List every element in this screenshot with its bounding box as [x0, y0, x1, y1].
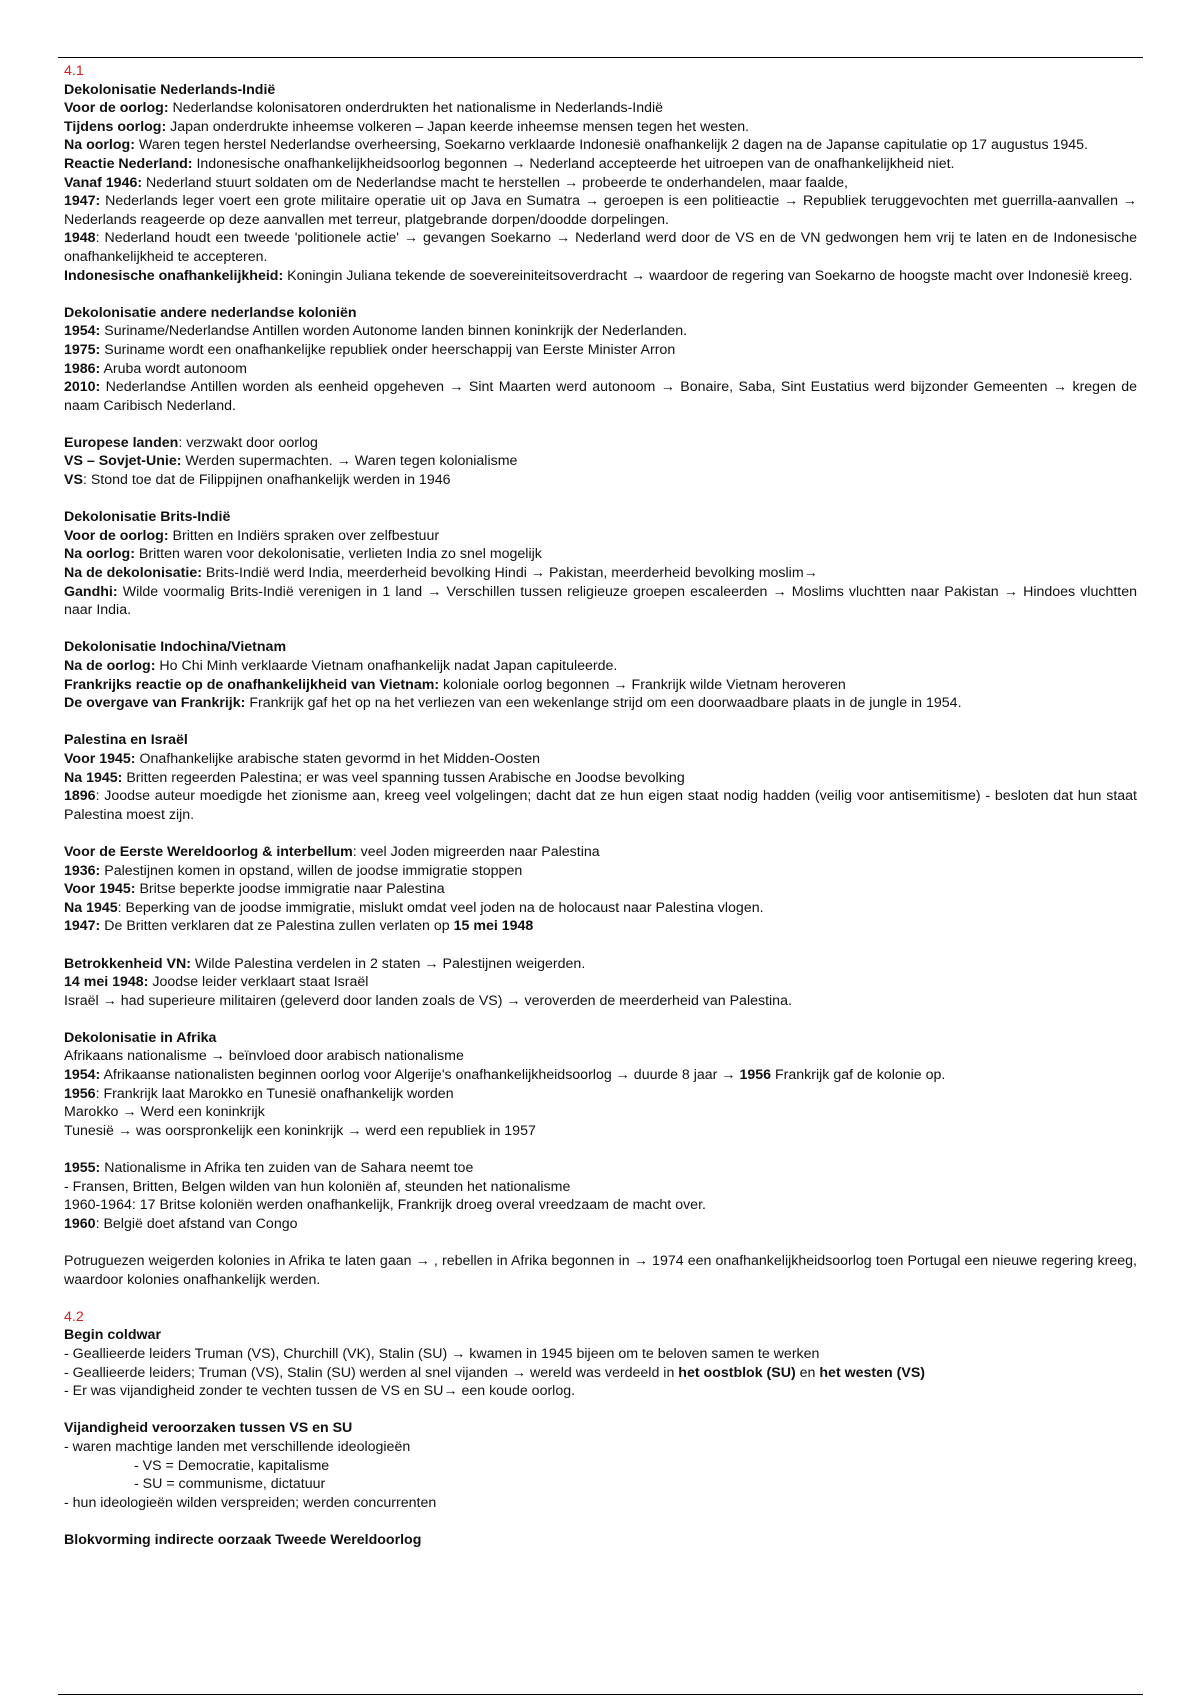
- block-migratie: [64, 843, 1137, 936]
- entry: Voor 1945: Onafhankelijke arabische staten gevormd in het Midden-Oosten: [64, 750, 541, 767]
- entry: 1936: Palestijnen komen in opstand, willen de joodse immigratie stoppen: [64, 862, 523, 879]
- heading-indochina-vietnam: Dekolonisatie Indochina/Vietnam: [64, 639, 287, 656]
- entry: Na 1945: Britten regeerden Palestina; er was veel spanning tussen Arabische en Joodse bevolking: [64, 769, 685, 786]
- block-nederlands-indie: [64, 99, 1137, 285]
- entry: 1975: Suriname wordt een onafhankelijke republiek onder heerschappij van Eerste Minister Arron: [64, 341, 676, 358]
- entry: Indonesische onafhankelijkheid: Koningin Juliana tekende de soevereiniteitsoverdracht → waardoor de regering van Soekarno de hoogste macht over Indonesië kreeg.: [64, 267, 1133, 284]
- entry: Reactie Nederland: Indonesische onafhankelijkheidsoorlog begonnen → Nederland accepteerde het uitroepen van de onafhankelijkheid niet.: [64, 155, 955, 172]
- top-rule: [58, 57, 1143, 58]
- entry: Tijdens oorlog: Japan onderdrukte inheemse volkeren – Japan keerde inheemse mensen tegen het westen.: [64, 118, 750, 135]
- entry: 2010: Nederlandse Antillen worden als eenheid opgeheven → Sint Maarten werd autonoom → Bonaire, Saba, Sint Eustatius werd bijzonder Gemeenten → kregen de naam Caribisch Nederland.: [64, 379, 1137, 414]
- section-number-4-2: 4.2: [64, 1308, 84, 1325]
- entry: 1960: België doet afstand van Congo: [64, 1215, 298, 1232]
- heading-brits-indie: Dekolonisatie Brits-Indië: [64, 509, 231, 526]
- entry: 1948: Nederland houdt een tweede 'politionele actie' → gevangen Soekarno → Nederland werd door de VS en de VN gedwongen hem vrij te laten en de Indonesische onafhankelijkheid te accepteren.: [64, 230, 1137, 265]
- entry: De overgave van Frankrijk: Frankrijk gaf het op na het verliezen van een wekenlange strijd om een doorwaadbare plaats in de jungle in 1954.: [64, 695, 962, 712]
- heading-blokvorming: Blokvorming indirecte oorzaak Tweede Wereldoorlog: [64, 1531, 422, 1548]
- block-andere-kolonien: [64, 322, 1137, 415]
- entry: Tunesië → was oorspronkelijk een koninkrijk → werd een republiek in 1957: [64, 1122, 536, 1139]
- heading-andere-kolonien: Dekolonisatie andere nederlandse koloniën: [64, 304, 357, 321]
- entry: Na de dekolonisatie: Brits-Indië werd India, meerderheid bevolking Hindi → Pakistan, meerderheid bevolking moslim→: [64, 565, 818, 582]
- entry: Na oorlog: Waren tegen herstel Nederlandse overheersing, Soekarno verklaarde Indonesië onafhankelijk 2 dagen na de Japanse capitulatie op 17 augustus 1945.: [64, 137, 1088, 154]
- heading-dekolonisatie-nederlands-indie: Dekolonisatie Nederlands-Indië: [64, 81, 276, 98]
- entry: 14 mei 1948: Joodse leider verklaart staat Israël: [64, 974, 369, 991]
- entry: VS: Stond toe dat de Filippijnen onafhankelijk werden in 1946: [64, 472, 451, 489]
- block-afrika: [64, 1047, 1137, 1140]
- entry: 1947: De Britten verklaren dat ze Palestina zullen verlaten op 15 mei 1948: [64, 918, 534, 935]
- entry: - Er was vijandigheid zonder te vechten tussen de VS en SU→ een koude oorlog.: [64, 1383, 576, 1400]
- entry: 1954: Afrikaanse nationalisten beginnen oorlog voor Algerije's onafhankelijkheidsoorlog → duurde 8 jaar → 1956 Frankrijk gaf de kolonie op.: [64, 1067, 946, 1084]
- entry: 1955: Nationalisme in Afrika ten zuiden van de Sahara neemt toe: [64, 1160, 474, 1177]
- document-page: [64, 62, 1137, 1550]
- entry: Na 1945: Beperking van de joodse immigratie, mislukt omdat veel joden na de holocaust naar Palestina vlogen.: [64, 899, 764, 916]
- entry: Marokko → Werd een koninkrijk: [64, 1104, 265, 1121]
- entry: Voor de oorlog: Nederlandse kolonisatoren onderdrukten het nationalisme in Nederlands-Indië: [64, 100, 664, 117]
- heading-afrika: Dekolonisatie in Afrika: [64, 1029, 217, 1046]
- entry: Vanaf 1946: Nederland stuurt soldaten om de Nederlandse macht te herstellen → probeerde te onderhandelen, maar faalde,: [64, 174, 848, 191]
- entry: - VS = Democratie, kapitalisme: [134, 1457, 330, 1474]
- entry: - SU = communisme, dictatuur: [134, 1476, 326, 1493]
- entry: Europese landen: verzwakt door oorlog: [64, 434, 318, 451]
- entry: Na oorlog: Britten waren voor dekolonisatie, verlieten India zo snel mogelijk: [64, 546, 542, 563]
- block-supermachten: [64, 434, 1137, 490]
- entry: 1956: Frankrijk laat Marokko en Tunesië onafhankelijk worden: [64, 1085, 454, 1102]
- block-palestina: [64, 750, 1137, 824]
- entry: - Geallieerde leiders; Truman (VS), Stalin (SU) werden al snel vijanden → wereld was verdeeld in het oostblok (SU) en het westen (VS): [64, 1364, 926, 1381]
- block-vijandigheid: [64, 1438, 1137, 1512]
- entry: - hun ideologieën wilden verspreiden; werden concurrenten: [64, 1494, 437, 1511]
- entry: 1986: Aruba wordt autonoom: [64, 360, 247, 377]
- entry: - waren machtige landen met verschillende ideologieën: [64, 1438, 411, 1455]
- entry: Frankrijks reactie op de onafhankelijkheid van Vietnam: koloniale oorlog begonnen → Frankrijk wilde Vietnam heroveren: [64, 676, 846, 693]
- entry: Gandhi: Wilde voormalig Brits-Indië verenigen in 1 land → Verschillen tussen religieuze groepen escaleerden → Moslims vluchtten naar Pakistan → Hindoes vluchtten naar India.: [64, 583, 1137, 619]
- entry: Na de oorlog: Ho Chi Minh verklaarde Vietnam onafhankelijk nadat Japan capituleerde.: [64, 658, 618, 674]
- heading-palestina-israel: Palestina en Israël: [64, 732, 188, 749]
- entry: Voor 1945: Britse beperkte joodse immigratie naar Palestina: [64, 881, 445, 898]
- block-brits-indie: [64, 527, 1137, 620]
- heading-vijandigheid: Vijandigheid veroorzaken tussen VS en SU: [64, 1420, 353, 1437]
- bottom-rule: [58, 1694, 1143, 1695]
- entry: Voor de oorlog: Britten en Indiërs spraken over zelfbestuur: [64, 527, 440, 544]
- entry: 1896: Joodse auteur moedigde het zionisme aan, kreeg veel volgelingen; dacht dat ze hun eigen staat nodig hadden (veilig voor antisemitisme) - besloten dat hun staat Palestina moest zijn.: [64, 788, 1137, 823]
- entry: Voor de Eerste Wereldoorlog & interbellum: veel Joden migreerden naar Palestina: [64, 843, 600, 860]
- entry: Afrikaans nationalisme → beïnvloed door arabisch nationalisme: [64, 1048, 464, 1065]
- entry: - Fransen, Britten, Belgen wilden van hun koloniën af, steunden het nationalisme: [64, 1178, 571, 1195]
- paragraph-portugal: Potruguezen weigerden kolonies in Afrika te laten gaan → , rebellen in Afrika begonnen in → 1974 een onafhankelijkheidsoorlog toen Portugal een nieuwe regering kreeg, waardoor kolonies onafhankelijk werden.: [64, 1253, 1137, 1288]
- entry: 1954: Suriname/Nederlandse Antillen worden Autonome landen binnen koninkrijk der Nederlanden.: [64, 323, 688, 340]
- entry: VS – Sovjet-Unie: Werden supermachten. → Waren tegen kolonialisme: [64, 453, 518, 470]
- entry: Betrokkenheid VN: Wilde Palestina verdelen in 2 staten → Palestijnen weigerden.: [64, 955, 586, 972]
- entry: 1960-1964: 17 Britse koloniën werden onafhankelijk, Frankrijk droeg overal vreedzaam de macht over.: [64, 1197, 706, 1214]
- section-number-4-1: 4.1: [64, 63, 84, 79]
- block-vn-israel: [64, 955, 1137, 1011]
- entry: 1947: Nederlands leger voert een grote militaire operatie uit op Java en Sumatra → geroepen is een politieactie → Republiek teruggevochten met guerrilla-aanvallen → Nederlands reageerde op deze aanvallen met terreur, platgebrande dorpen/doodde dorpelingen.: [64, 193, 1137, 228]
- entry: - Geallieerde leiders Truman (VS), Churchill (VK), Stalin (SU) → kwamen in 1945 bijeen om te beloven samen te werken: [64, 1345, 820, 1362]
- block-begin-coldwar: [64, 1345, 1137, 1401]
- entry: Israël → had superieure militairen (geleverd door landen zoals de VS) → veroverden de meerderheid van Palestina.: [64, 992, 792, 1009]
- block-indochina: [64, 657, 1137, 713]
- heading-begin-coldwar: Begin coldwar: [64, 1327, 161, 1344]
- block-sahara: [64, 1159, 1137, 1233]
